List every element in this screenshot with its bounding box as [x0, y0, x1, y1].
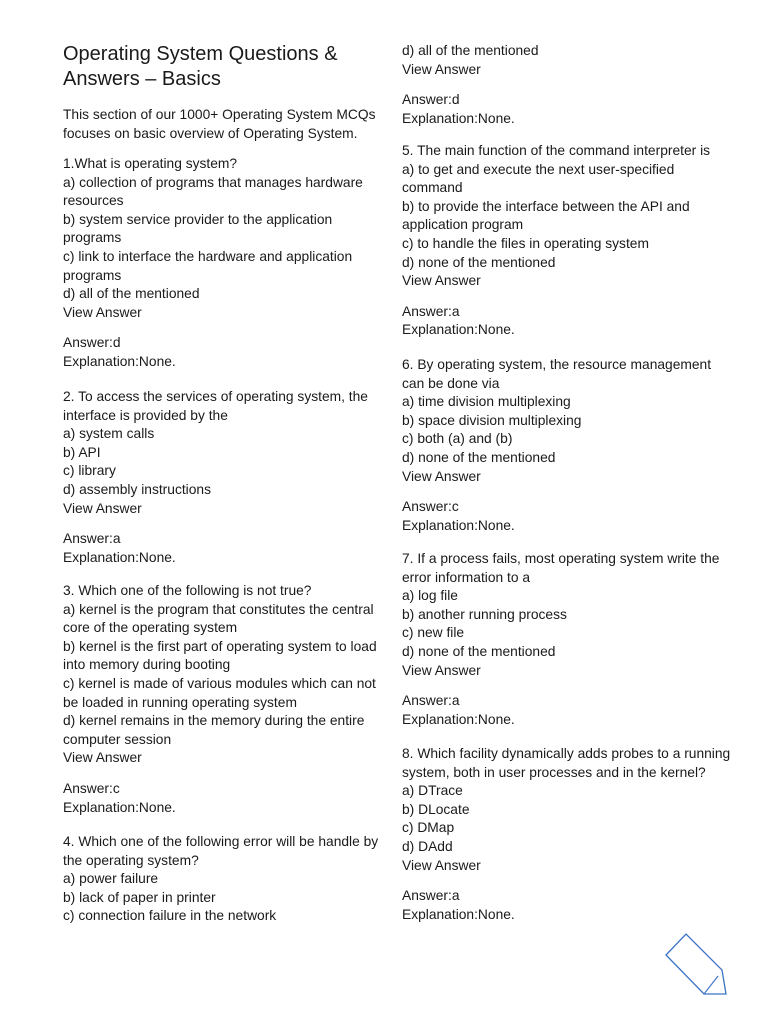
option-d: d) all of the mentioned: [63, 286, 200, 302]
option-d: d) DAdd: [402, 838, 453, 854]
option-a: a) collection of programs that manages hardware resources: [63, 174, 363, 209]
question-block-4-continued: [402, 42, 732, 128]
option-a: a) log file: [402, 588, 458, 604]
question-block-5: [402, 142, 732, 340]
view-answer-link[interactable]: View Answer: [402, 61, 481, 77]
question-text: 2. To access the services of operating system, the interface is provided by the: [63, 389, 368, 423]
question-block-2: [63, 388, 385, 567]
explanation-text: Explanation:None.: [63, 549, 176, 565]
view-answer-link[interactable]: View Answer: [402, 662, 481, 678]
question-block-1: [63, 155, 385, 372]
question-text: 6. By operating system, the resource management can be done via: [402, 357, 712, 391]
option-c: c) both (a) and (b): [402, 431, 513, 447]
option-d: d) none of the mentioned: [402, 254, 556, 270]
explanation-text: Explanation:None.: [63, 799, 176, 815]
view-answer-link[interactable]: View Answer: [402, 857, 481, 873]
answer-text: Answer:d: [63, 335, 121, 351]
option-d: d) none of the mentioned: [402, 643, 556, 659]
option-c: c) to handle the files in operating system: [402, 235, 649, 251]
intro-text: This section of our 1000+ Operating System MCQs focuses on basic overview of Operating System.: [63, 107, 376, 141]
question-text: 3. Which one of the following is not true?: [63, 583, 312, 598]
option-a: a) system calls: [63, 426, 155, 442]
explanation-text: Explanation:None.: [63, 353, 176, 369]
option-c: c) connection failure in the network: [63, 908, 277, 924]
answer-text: Answer:d: [402, 92, 460, 108]
option-a: a) kernel is the program that constitutes the central core of the operating system: [63, 601, 374, 636]
option-b: b) to provide the interface between the API and application program: [402, 198, 690, 233]
answer-text: Answer:c: [402, 499, 459, 515]
option-d: d) all of the mentioned: [402, 43, 539, 58]
answer-text: Answer:a: [402, 693, 460, 709]
option-a: a) to get and execute the next user-specified command: [402, 161, 675, 196]
answer-text: Answer:c: [63, 780, 120, 796]
explanation-text: Explanation:None.: [402, 110, 515, 126]
view-answer-link[interactable]: View Answer: [402, 468, 481, 484]
question-block-8: [402, 745, 732, 924]
option-b: b) kernel is the first part of operating system to load into memory during booting: [63, 638, 377, 673]
page-title: Operating System Questions & Answers – Basics: [63, 43, 338, 90]
question-text: 7. If a process fails, most operating system write the error information to a: [402, 551, 720, 585]
question-block-7: [402, 550, 732, 729]
answer-text: Answer:a: [402, 888, 460, 904]
answer-text: Answer:a: [63, 531, 121, 547]
pencil-icon[interactable]: [660, 930, 732, 1000]
option-c: c) DMap: [402, 820, 455, 836]
explanation-text: Explanation:None.: [402, 517, 515, 533]
question-text: 1.What is operating system?: [63, 156, 238, 171]
explanation-text: Explanation:None.: [402, 711, 515, 727]
option-d: d) kernel remains in the memory during the entire computer session: [63, 713, 365, 747]
option-a: a) DTrace: [402, 783, 463, 799]
option-d: d) assembly instructions: [63, 481, 211, 497]
explanation-text: Explanation:None.: [402, 906, 515, 922]
explanation-text: Explanation:None.: [402, 322, 515, 338]
question-block-4: [63, 833, 385, 926]
option-b: b) space division multiplexing: [402, 412, 582, 428]
question-block-3: [63, 582, 385, 817]
view-answer-link[interactable]: View Answer: [63, 304, 142, 320]
answer-text: Answer:a: [402, 303, 460, 319]
option-c: c) new file: [402, 625, 465, 641]
option-b: b) system service provider to the application programs: [63, 211, 333, 246]
option-c: c) library: [63, 463, 116, 479]
option-a: a) power failure: [63, 871, 159, 887]
question-text: 8. Which facility dynamically adds probes to a running system, both in user processes and in the kernel?: [402, 746, 731, 780]
option-c: c) kernel is made of various modules which can not be loaded in running operating system: [63, 675, 376, 710]
option-b: b) another running process: [402, 606, 567, 622]
view-answer-link[interactable]: View Answer: [63, 750, 142, 766]
question-text: 5. The main function of the command interpreter is: [402, 143, 711, 158]
question-text: 4. Which one of the following error will be handle by the operating system?: [63, 834, 379, 868]
option-b: b) API: [63, 444, 101, 460]
option-c: c) link to interface the hardware and application programs: [63, 248, 353, 283]
option-d: d) none of the mentioned: [402, 449, 556, 465]
question-block-6: [402, 356, 732, 535]
option-b: b) lack of paper in printer: [63, 889, 216, 905]
view-answer-link[interactable]: View Answer: [402, 273, 481, 289]
option-b: b) DLocate: [402, 801, 470, 817]
view-answer-link[interactable]: View Answer: [63, 500, 142, 516]
option-a: a) time division multiplexing: [402, 394, 571, 410]
